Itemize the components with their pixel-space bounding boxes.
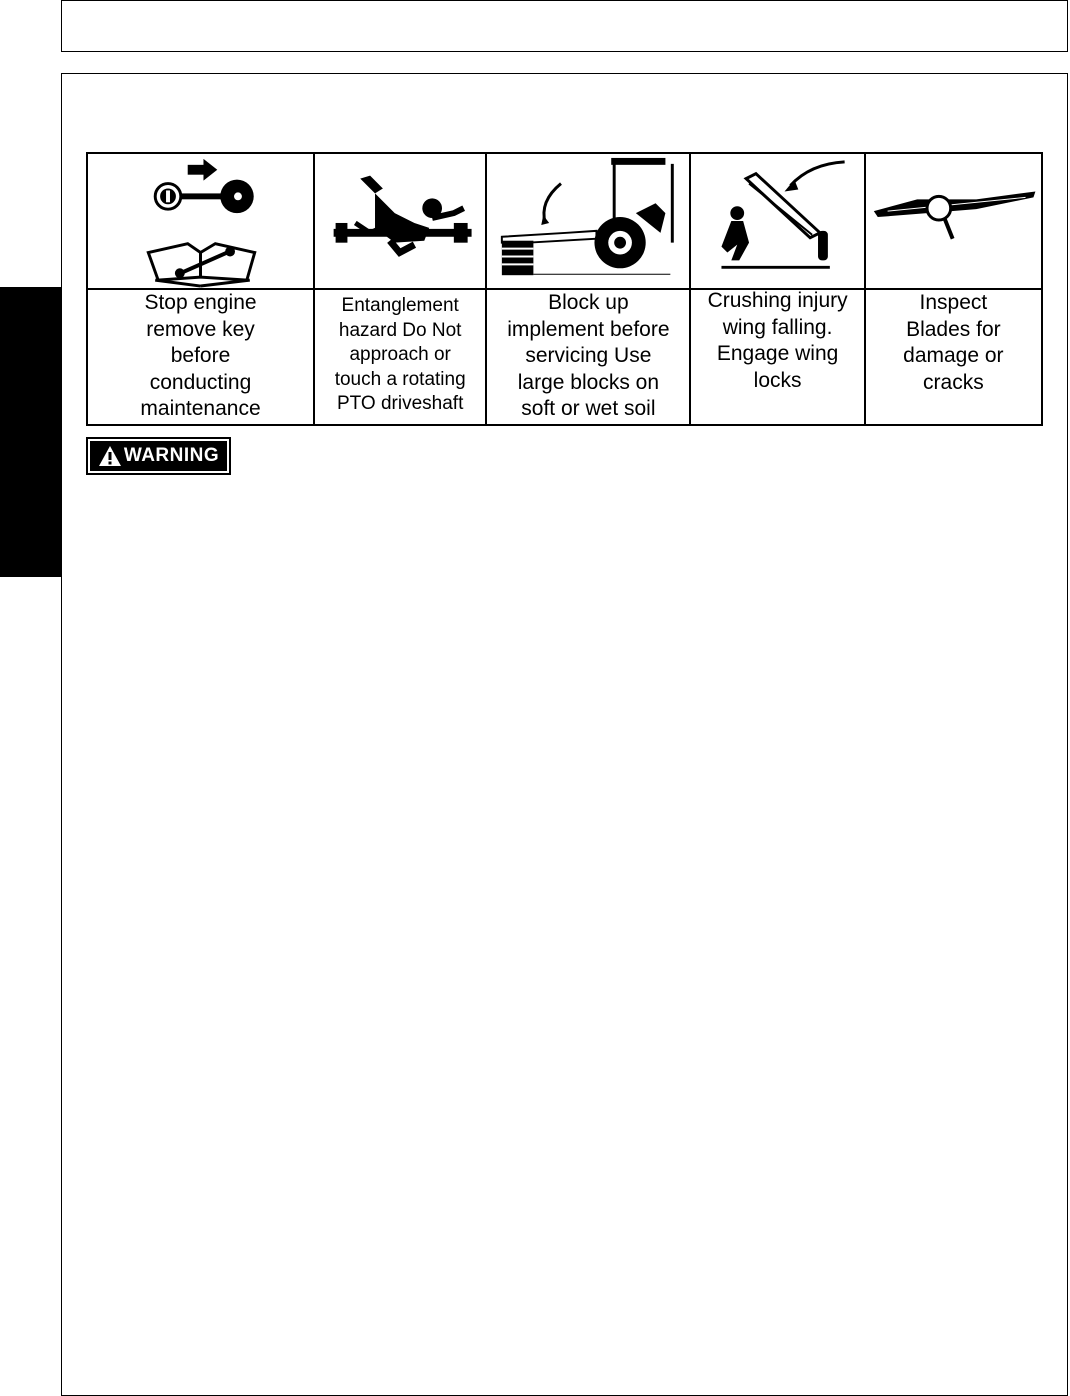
decal-stop-engine (88, 154, 315, 424)
safety-decal-table (86, 152, 1043, 426)
warning-label: WARNING (123, 445, 220, 466)
crushing-wing-icon (691, 154, 863, 290)
entanglement-hazard-icon (315, 154, 485, 290)
decal-entanglement (315, 154, 487, 424)
section-side-tab (0, 287, 62, 577)
decal-text: Block up implement before servicing Use large blocks on soft or wet soil (507, 291, 670, 420)
decal-block-up (487, 154, 691, 424)
page-header-box (61, 0, 1068, 52)
decal-inspect-blades (866, 154, 1041, 424)
decal-text: Crushing injury wing falling. Engage wing locks (707, 289, 848, 392)
decal-text: Entanglement hazard Do Not approach or touch a rotating PTO driveshaft (334, 295, 466, 414)
warning-badge (86, 437, 231, 475)
block-up-implement-icon (487, 154, 689, 290)
stop-engine-key-manual-icon (88, 154, 313, 290)
inspect-blades-icon (866, 154, 1041, 290)
warning-triangle-icon (98, 445, 122, 467)
decal-text: Inspect Blades for damage or cracks (903, 291, 1004, 394)
decal-text: Stop engine remove key before conducting maintenance (140, 291, 261, 420)
decal-crushing-wing (691, 154, 865, 424)
